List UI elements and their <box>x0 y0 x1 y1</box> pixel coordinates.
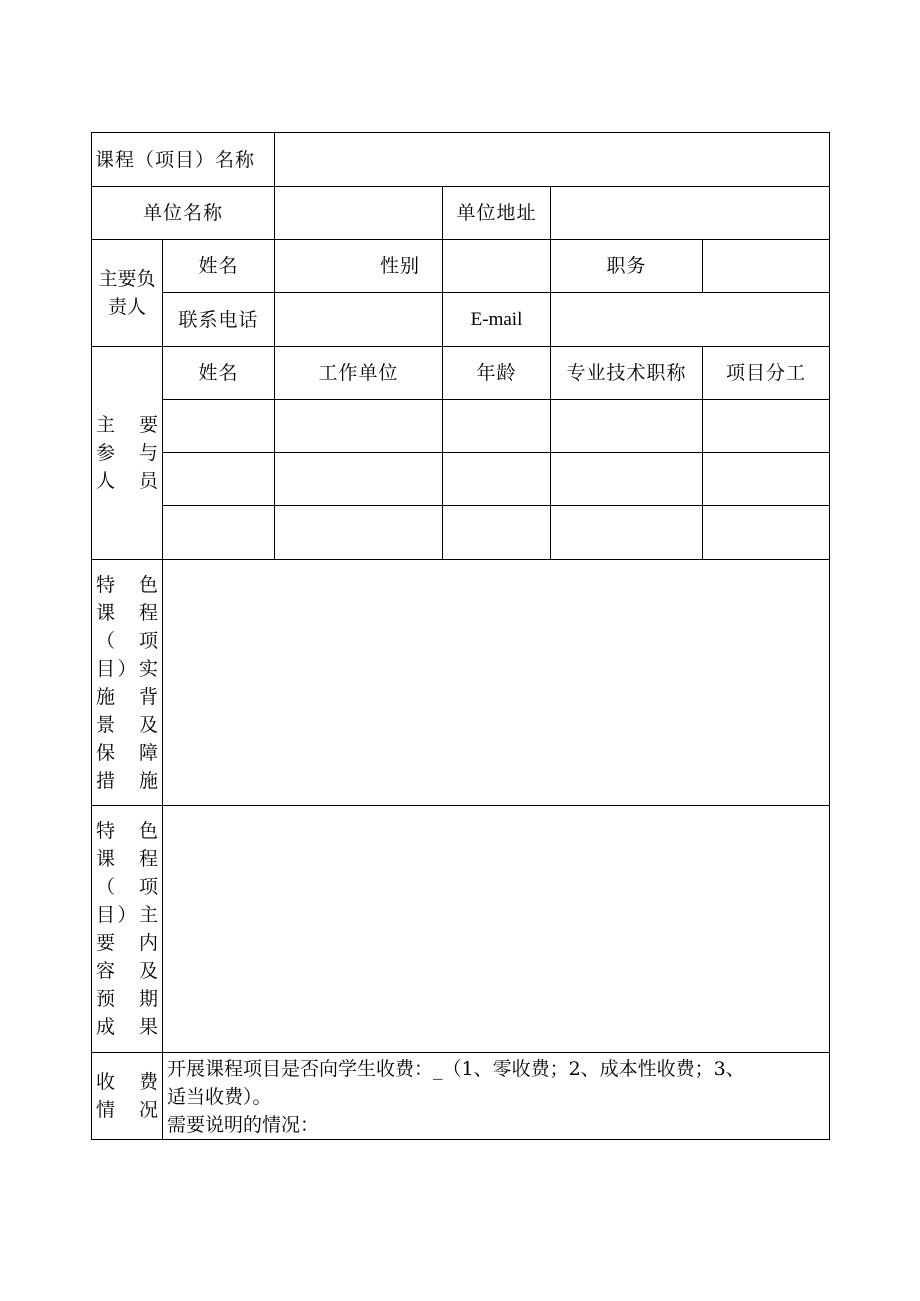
participant-cell[interactable] <box>703 453 830 506</box>
principal-label-line1: 主要负 <box>98 268 156 290</box>
content-label-line: 课程 <box>96 848 158 870</box>
participant-cell[interactable] <box>275 506 443 560</box>
principal-position-label: 职务 <box>551 240 703 293</box>
participant-cell[interactable] <box>703 400 830 453</box>
course-name-label: 课程（项目）名称 <box>92 133 275 187</box>
background-label-line: 目）实 <box>96 657 158 680</box>
fee-line-2: 适当收费）。 <box>167 1086 272 1108</box>
background-label-line: 课程 <box>96 601 158 624</box>
table-row <box>92 453 830 506</box>
content-label-line: 容 及 <box>96 960 158 982</box>
participants-header-name: 姓名 <box>163 347 275 400</box>
participant-cell[interactable] <box>551 453 703 506</box>
participant-cell[interactable] <box>443 506 551 560</box>
participants-label-line: 主 要 <box>96 414 158 436</box>
participants-group-label <box>92 347 163 560</box>
participant-cell[interactable] <box>443 400 551 453</box>
background-label-line: （项 <box>96 629 158 652</box>
background-label-line: 保 障 <box>96 741 158 764</box>
participant-cell[interactable] <box>443 453 551 506</box>
participant-cell[interactable] <box>275 400 443 453</box>
principal-position-field[interactable] <box>703 240 830 293</box>
fee-field[interactable] <box>163 1053 830 1140</box>
principal-email-label: E-mail <box>443 293 551 347</box>
background-label-line: 施 背 <box>96 685 158 708</box>
course-name-field[interactable] <box>275 133 830 187</box>
background-field[interactable] <box>163 560 830 806</box>
participant-cell[interactable] <box>551 506 703 560</box>
fee-line-3: 需要说明的情况： <box>167 1114 320 1136</box>
content-label-line: 特 色 <box>96 820 158 842</box>
unit-name-field[interactable] <box>275 187 443 240</box>
application-form <box>91 132 830 1140</box>
content-label-line: （项 <box>96 876 158 898</box>
participants-header-title: 专业技术职称 <box>551 347 703 400</box>
unit-name-label: 单位名称 <box>92 187 275 240</box>
unit-address-field[interactable] <box>551 187 830 240</box>
fee-label-line: 收 费 <box>96 1071 158 1093</box>
principal-name-label: 姓名 <box>163 240 275 293</box>
participants-header-role: 项目分工 <box>703 347 830 400</box>
participant-cell[interactable] <box>703 506 830 560</box>
background-label-line: 措施 <box>96 769 158 792</box>
background-label-line: 特 色 <box>96 573 158 596</box>
background-label-line: 景 及 <box>96 713 158 736</box>
participants-header-unit: 工作单位 <box>275 347 443 400</box>
content-field[interactable] <box>163 806 830 1053</box>
fee-label-line: 情况 <box>96 1099 158 1121</box>
content-label-line: 要 内 <box>96 932 158 954</box>
participant-cell[interactable] <box>163 453 275 506</box>
participants-header-age: 年龄 <box>443 347 551 400</box>
content-label-line: 预 期 <box>96 988 158 1010</box>
background-label <box>92 560 163 806</box>
principal-email-field[interactable] <box>551 293 830 347</box>
participant-cell[interactable] <box>551 400 703 453</box>
content-label <box>92 806 163 1053</box>
principal-label-line2: 责人 <box>107 296 146 318</box>
principal-gender-field[interactable] <box>443 240 551 293</box>
fee-label <box>92 1053 163 1140</box>
table-row <box>92 506 830 560</box>
content-label-line: 目）主 <box>96 904 158 926</box>
principal-phone-label: 联系电话 <box>163 293 275 347</box>
participants-label-line: 人员 <box>96 470 158 492</box>
participant-cell[interactable] <box>163 506 275 560</box>
principal-gender-label: 性别 <box>275 240 443 293</box>
participant-cell[interactable] <box>163 400 275 453</box>
content-label-line: 成果 <box>96 1016 158 1038</box>
principal-group-label <box>92 240 163 347</box>
unit-address-label: 单位地址 <box>443 187 551 240</box>
principal-phone-field[interactable] <box>275 293 443 347</box>
participant-cell[interactable] <box>275 453 443 506</box>
fee-line-1: 开展课程项目是否向学生收费：_（1、零收费；2、成本性收费；3、 <box>167 1058 745 1080</box>
table-row <box>92 400 830 453</box>
participants-label-line: 参 与 <box>96 442 158 464</box>
